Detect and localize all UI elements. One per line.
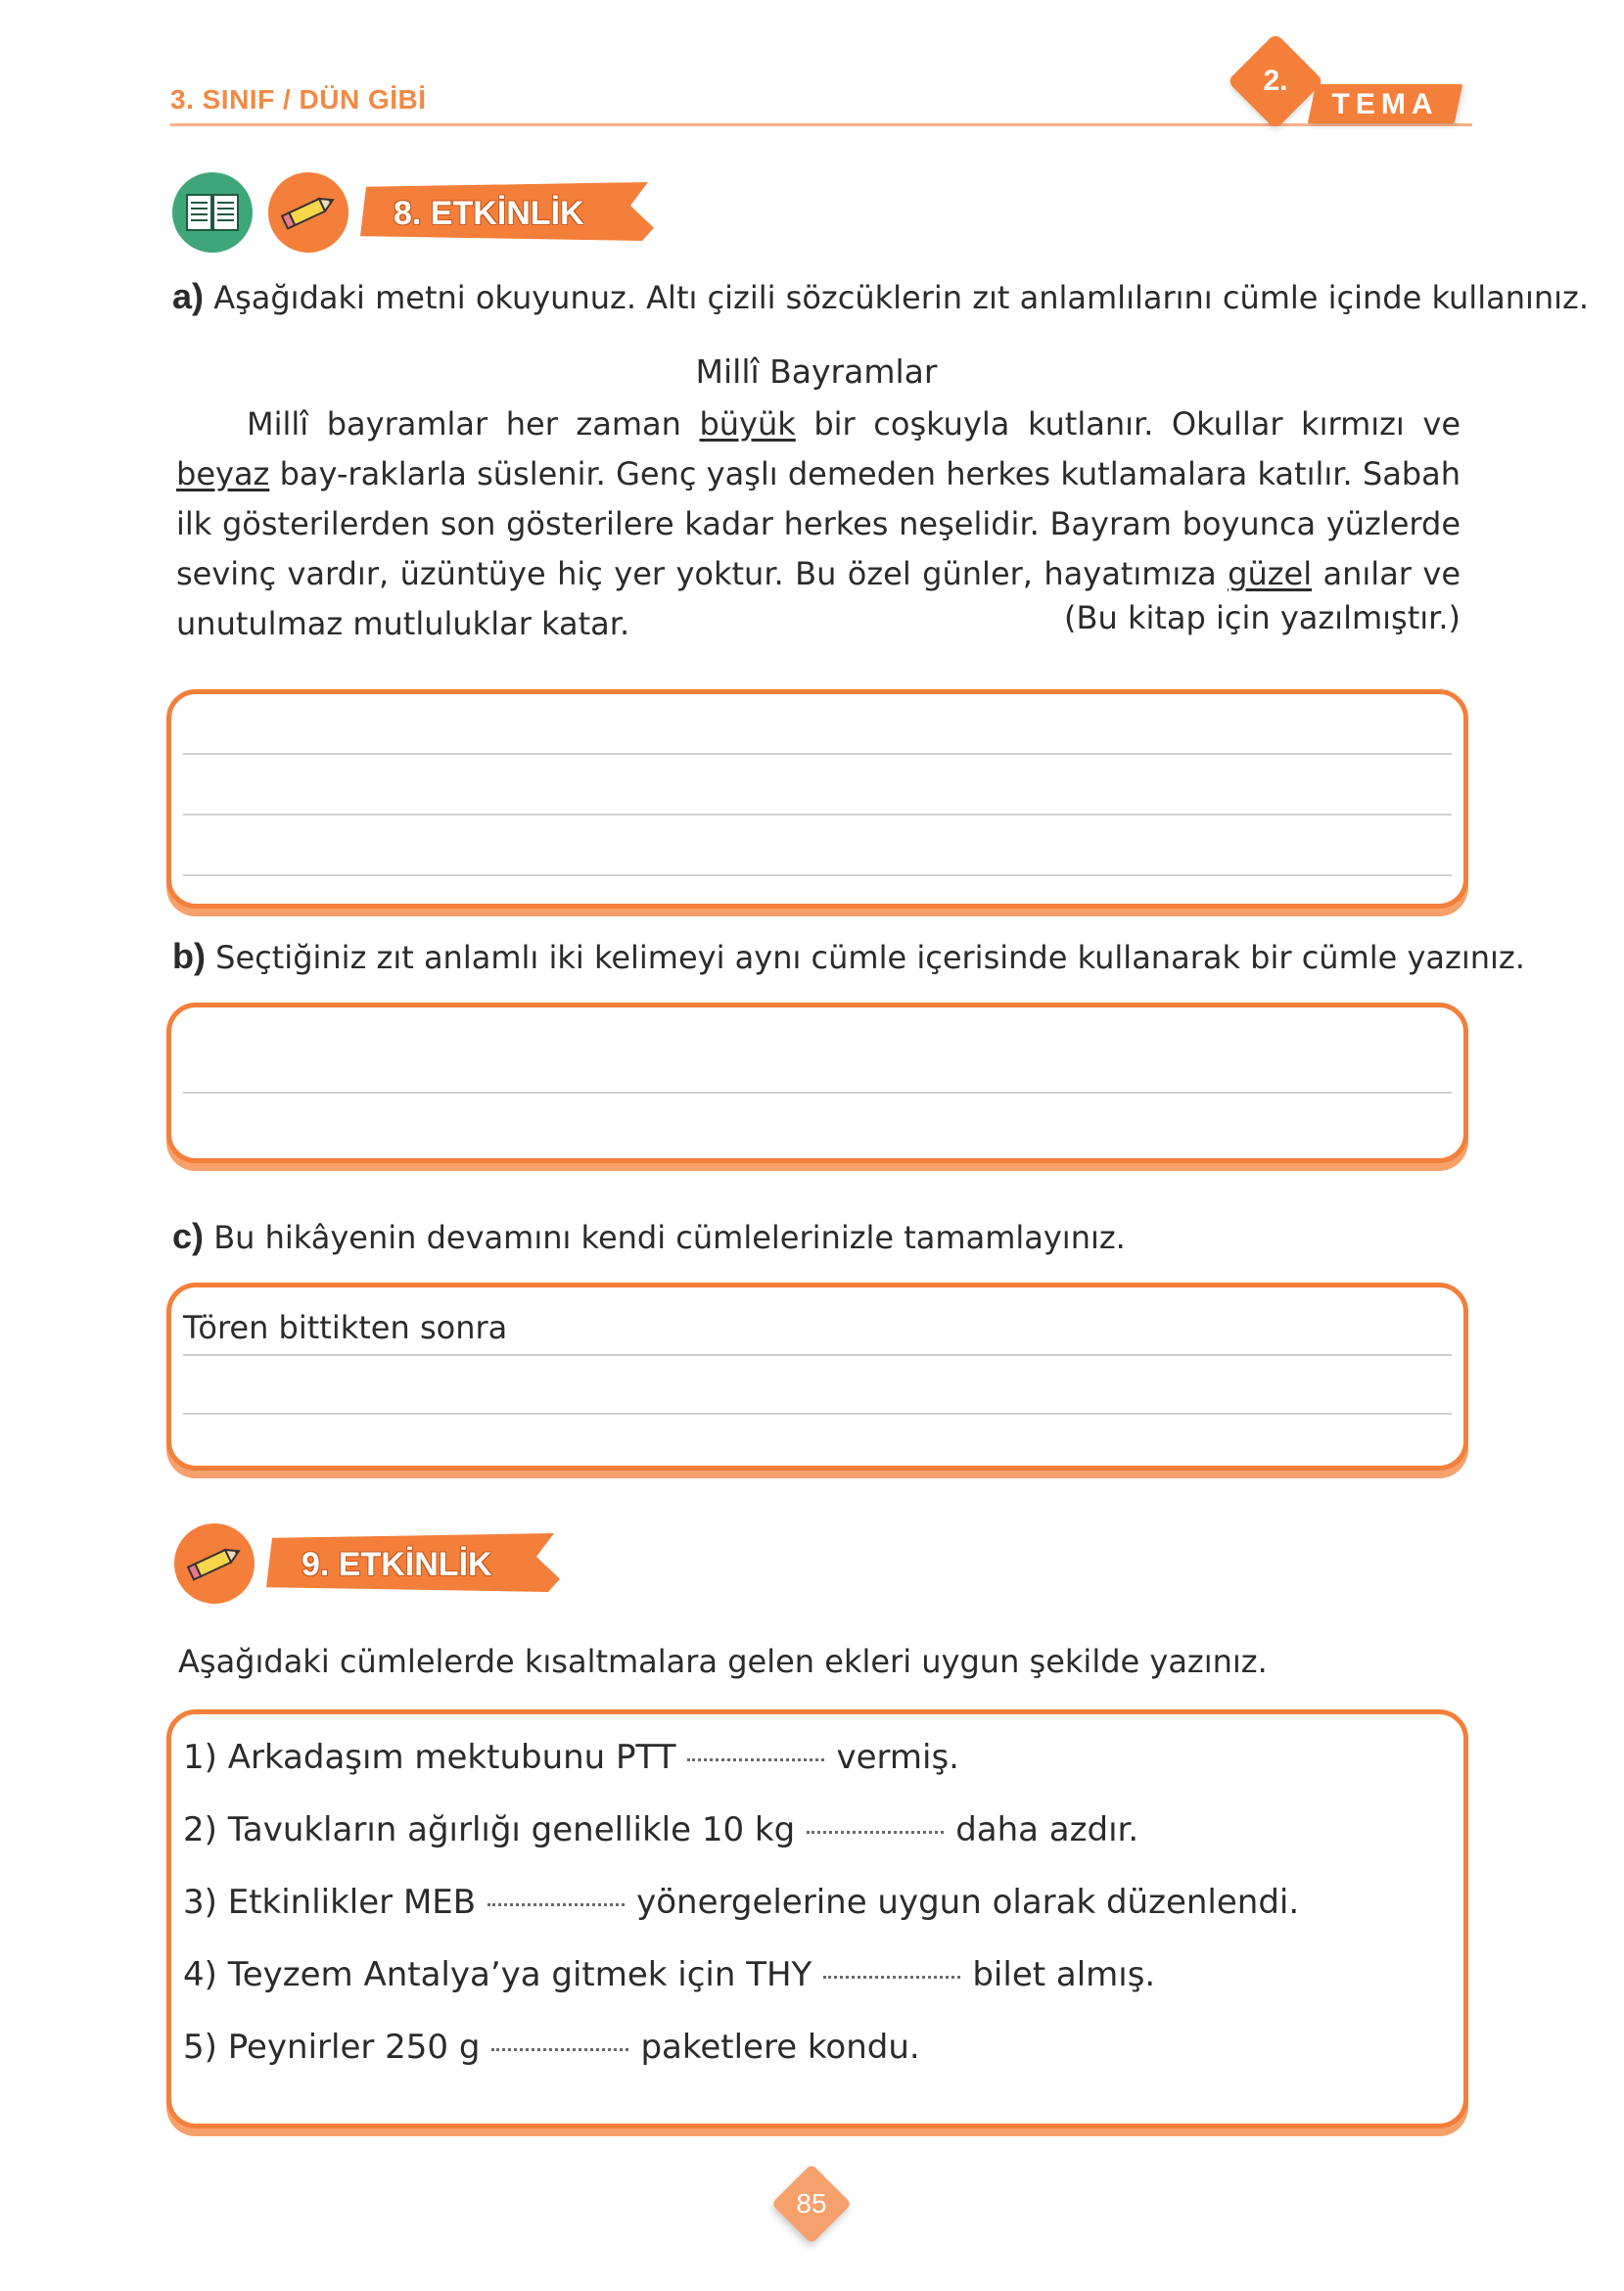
- underlined-word-beyaz: beyaz: [176, 455, 270, 492]
- item-number: 2): [183, 1810, 217, 1849]
- story-text-4: anılar ve unutulmaz mutluluklar katar.: [176, 555, 1462, 642]
- item-text-after: daha azdır.: [955, 1810, 1139, 1849]
- blank-field[interactable]: [807, 1829, 944, 1834]
- underlined-word-guzel: güzel: [1228, 555, 1313, 592]
- label-a: a): [172, 276, 205, 316]
- instruction-a-text: Aşağıdaki metni okuyunuz. Altı çizili sözcüklerin zıt anlamlılarını cümle içinde kullanınız.: [213, 279, 1589, 316]
- exercise-box-9: [166, 1709, 1468, 2128]
- item-text-after: vermiş.: [836, 1738, 959, 1777]
- answer-box-b[interactable]: [166, 1003, 1468, 1163]
- answer-line: [183, 1092, 1452, 1094]
- theme-label: TEMA: [1331, 88, 1439, 120]
- exercise-item-5: [183, 2018, 1299, 2077]
- item-text-after: yönergelerine uygun olarak düzenlendi.: [636, 1883, 1300, 1922]
- instruction-b: [172, 936, 1525, 977]
- exercise-item-4: [183, 1945, 1299, 2004]
- item-text-after: bilet almış.: [972, 1955, 1156, 1994]
- item-number: 1): [183, 1738, 217, 1777]
- instruction-activity-9: Aşağıdaki cümlelerde kısaltmalara gelen ekleri uygun şekilde yazınız.: [178, 1643, 1268, 1680]
- item-text-before: Peynirler 250 g: [227, 2028, 481, 2067]
- header-title: 3. SINIF / DÜN GİBİ: [170, 84, 427, 115]
- answer-line: [183, 874, 1452, 876]
- exercise-item-3: [183, 1873, 1299, 1932]
- theme-number: 2.: [1263, 65, 1288, 97]
- item-number: 3): [183, 1883, 217, 1922]
- exercise-item-2: [183, 1800, 1299, 1859]
- instruction-c-text: Bu hikâyenin devamını kendi cümlelerinizle tamamlayınız.: [213, 1219, 1126, 1256]
- page-number: 85: [796, 2188, 827, 2219]
- answer-line: [183, 753, 1452, 755]
- answer-line: [183, 1354, 1452, 1356]
- underlined-word-buyuk: büyük: [699, 405, 796, 443]
- activity-9-banner-label: 9. ETKİNLİK: [302, 1546, 492, 1583]
- blank-field[interactable]: [823, 1974, 960, 1979]
- item-text-before: Arkadaşım mektubunu PTT: [227, 1738, 676, 1777]
- answer-line: [183, 814, 1452, 816]
- label-c: c): [172, 1216, 205, 1256]
- instruction-c: [172, 1216, 1126, 1257]
- answer-box-a[interactable]: [166, 689, 1468, 909]
- item-text-after: paketlere kondu.: [640, 2028, 920, 2067]
- activity-8-banner-label: 8. ETKİNLİK: [394, 195, 584, 232]
- blank-field[interactable]: [687, 1756, 824, 1761]
- item-number: 5): [183, 2028, 217, 2067]
- story-text-3: bay-raklarla süslenir. Genç yaşlı demeden herkes kutlamalara katılır. Sabah ilk gösterilerden son gösterilere kadar herkes neşelidir. Bayram boyunca yüzlerde sevinç vardır, üzüntüye hiç yer yoktur. Bu özel günler, hayatımıza: [176, 455, 1461, 592]
- item-number: 4): [183, 1955, 217, 1994]
- pencil-icon: [174, 1523, 255, 1604]
- exercise-list: [183, 1728, 1299, 2077]
- item-text-before: Etkinlikler MEB: [227, 1883, 477, 1922]
- instruction-b-text: Seçtiğiniz zıt anlamlı iki kelimeyi aynı cümle içerisinde kullanarak bir cümle yazınız.: [215, 939, 1525, 976]
- story-title: Millî Bayramlar: [695, 352, 938, 391]
- answer-line: [183, 1413, 1452, 1415]
- blank-field[interactable]: [487, 1901, 625, 1906]
- label-b: b): [172, 936, 206, 976]
- exercise-item-1: [183, 1728, 1299, 1787]
- answer-box-c[interactable]: [166, 1283, 1468, 1471]
- pencil-icon: [268, 172, 348, 253]
- instruction-a: [172, 276, 1589, 317]
- story-source: (Bu kitap için yazılmıştır.): [1064, 599, 1461, 636]
- story-text-1: Millî bayramlar her zaman: [247, 405, 700, 443]
- blank-field[interactable]: [491, 2046, 628, 2051]
- item-text-before: Tavukların ağırlığı genellikle 10 kg: [227, 1810, 796, 1849]
- story-text-2: bir coşkuyla kutlanır. Okullar kırmızı ve: [795, 405, 1462, 443]
- item-text-before: Teyzem Antalya’ya gitmek için THY: [227, 1955, 812, 1994]
- book-icon: [172, 172, 253, 253]
- answer-prompt-c: Tören bittikten sonra: [183, 1309, 508, 1346]
